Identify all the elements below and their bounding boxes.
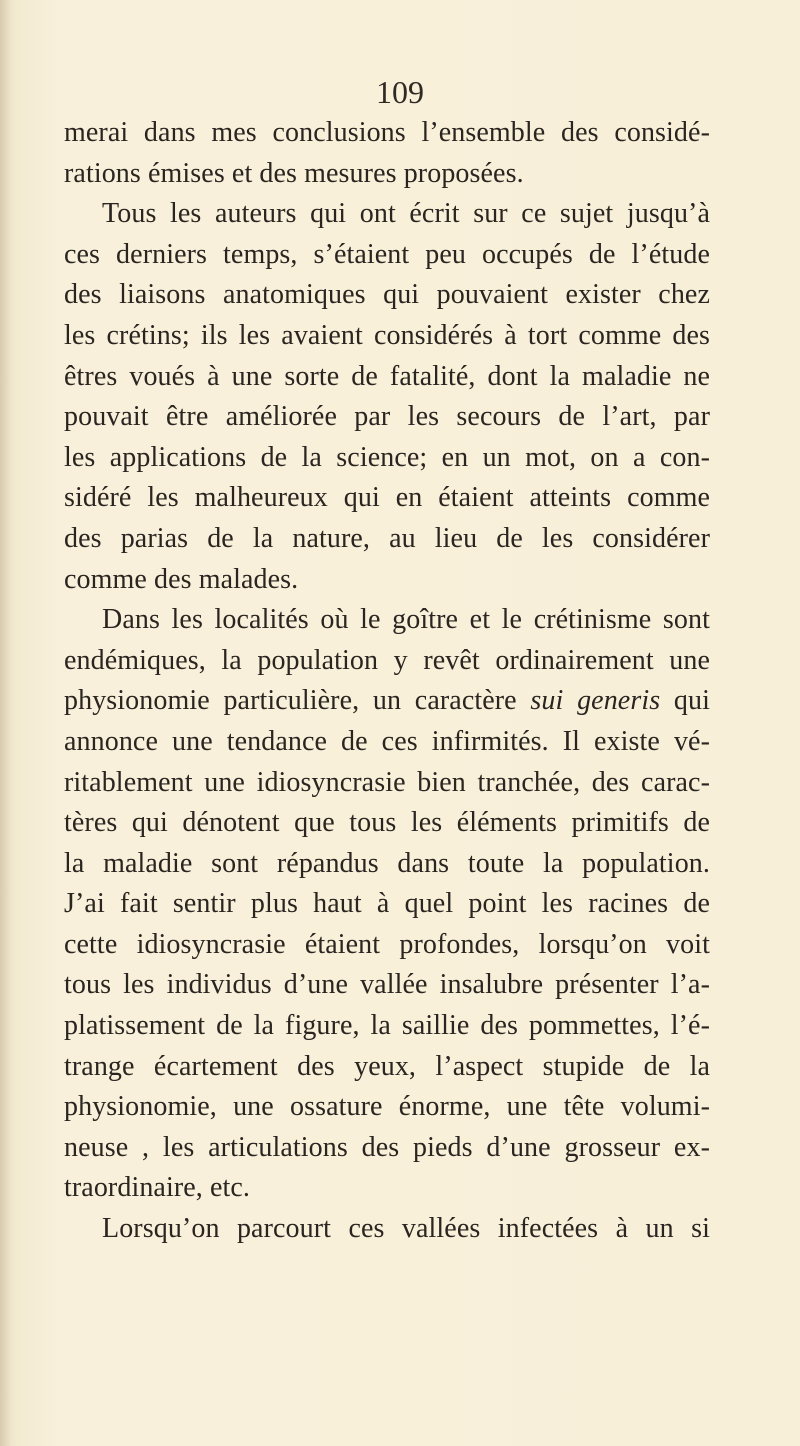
paragraph-start-line: Lorsqu’on parcourt ces vallées infectées à un si [102, 1213, 710, 1245]
text-line: les crétins; ils les avaient considérés à tort comme des [64, 319, 710, 351]
text-line: traordinaire, etc. [64, 1172, 251, 1204]
text-line: physionomie, une ossature énorme, une tête volumi- [64, 1091, 710, 1123]
text-line: ritablement une idiosyncrasie bien tranchée, des carac- [64, 766, 710, 798]
text-line: annonce une tendance de ces infirmités. Il existe vé- [64, 725, 710, 757]
text-line: ces derniers temps, s’étaient peu occupés de l’étude [64, 238, 710, 270]
paragraph-start-line: Dans les localités où le goître et le crétinisme sont [102, 604, 710, 636]
page-edge [0, 0, 10, 1446]
text-line: neuse , les articulations des pieds d’une grosseur ex- [64, 1131, 710, 1163]
line-text-before-italic: physionomie particulière, un caractère [64, 685, 531, 717]
text-line: platissement de la figure, la saillie des pommettes, l’é- [64, 1010, 710, 1042]
text-line: J’ai fait sentir plus haut à quel point les racines de [64, 888, 710, 920]
text-line: des liaisons anatomiques qui pouvaient exister chez [64, 279, 710, 311]
text-line: pouvait être améliorée par les secours de l’art, par [64, 401, 710, 433]
text-line: êtres voués à une sorte de fatalité, dont la maladie ne [64, 360, 710, 392]
text-line: cette idiosyncrasie étaient profondes, lorsqu’on voit [64, 928, 710, 960]
text-line: tous les individus d’une vallée insalubre présenter l’a- [64, 969, 710, 1001]
text-line: merai dans mes conclusions l’ensemble des considé- [64, 117, 710, 148]
text-line: rations émises et des mesures proposées. [64, 157, 524, 189]
line-text-after-italic: qui [660, 685, 710, 717]
text-line: la maladie sont répandus dans toute la population. [64, 847, 710, 879]
text-line-with-italic [64, 681, 710, 722]
paragraph-start-line: Tous les auteurs qui ont écrit sur ce sujet jusqu’à [102, 198, 710, 230]
text-line: sidéré les malheureux qui en étaient atteints comme [64, 482, 710, 514]
page-text [64, 113, 710, 1250]
text-line: tères qui dénotent que tous les éléments primitifs de [64, 807, 710, 839]
text-line: trange écartement des yeux, l’aspect stupide de la [64, 1050, 710, 1082]
page-number: 109 [376, 74, 424, 110]
text-line: les applications de la science; en un mot, on a con- [64, 441, 710, 473]
text-line: endémiques, la population y revêt ordinairement une [64, 644, 710, 676]
italic-phrase: sui generis [530, 685, 661, 717]
text-line: des parias de la nature, au lieu de les considérer [64, 522, 710, 554]
text-line: comme des malades. [64, 563, 299, 595]
